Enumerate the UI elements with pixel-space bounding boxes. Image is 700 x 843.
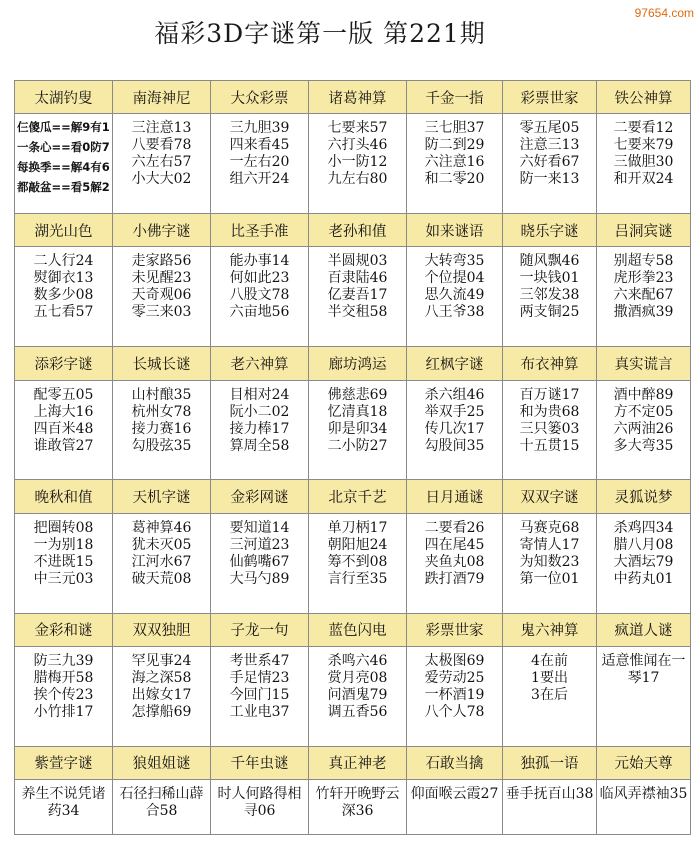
riddle-line: 九左右80 xyxy=(327,171,388,188)
riddle-source-header: 长城长谜 xyxy=(113,347,211,380)
riddle-line: 山村酿35 xyxy=(131,386,192,403)
riddle-line: 三河道23 xyxy=(229,536,290,553)
riddle-line: 三做胆30 xyxy=(613,154,674,171)
riddle-line: 江河水67 xyxy=(131,553,192,570)
riddle-line: 七要来57 xyxy=(327,120,388,137)
riddle-line: 六来配67 xyxy=(613,287,674,304)
riddle-line: 三邻发38 xyxy=(519,287,580,304)
riddle-cell xyxy=(309,114,407,214)
riddle-source-header: 金彩和谜 xyxy=(15,613,113,646)
riddle-line: 配零五05 xyxy=(33,386,94,403)
riddle-line: 筹不到08 xyxy=(327,553,388,570)
riddle-line: 养生不说凭诸药34 xyxy=(21,786,106,820)
riddle-source-header: 千金一指 xyxy=(407,81,503,114)
riddle-line: 杀鸣六46 xyxy=(327,652,388,669)
riddle-source-header: 比圣手准 xyxy=(211,214,309,247)
riddle-line: 四百米48 xyxy=(33,420,94,437)
riddle-line: 二小防27 xyxy=(327,437,388,454)
riddle-line: 勾股弦35 xyxy=(131,437,192,454)
riddle-cell xyxy=(309,380,407,480)
riddle-line: 忆清真18 xyxy=(327,403,388,420)
riddle-row xyxy=(15,513,691,613)
riddle-cell xyxy=(211,247,309,347)
riddle-line: 葛神算46 xyxy=(131,519,192,536)
riddle-line: 二要看12 xyxy=(613,120,674,137)
riddle-line: 数多少08 xyxy=(33,287,94,304)
riddle-line: 竹轩开晚野云深36 xyxy=(315,786,400,820)
riddle-line: 组六开24 xyxy=(229,171,290,188)
riddle-cell xyxy=(407,646,503,746)
riddle-source-header: 老孙和值 xyxy=(309,214,407,247)
riddle-source-header: 独孤一语 xyxy=(503,746,597,779)
riddle-line: 不进既15 xyxy=(33,553,94,570)
riddle-line: 七要来79 xyxy=(613,137,674,154)
riddle-line: 谁敢管27 xyxy=(33,437,94,454)
riddle-line: 思久流49 xyxy=(424,287,485,304)
riddle-cell xyxy=(15,646,113,746)
riddle-line: 零五尾05 xyxy=(519,120,580,137)
riddle-line: 半圆规03 xyxy=(327,253,388,270)
riddle-source-header: 红枫字谜 xyxy=(407,347,503,380)
riddle-line: 赏月亮08 xyxy=(327,669,388,686)
riddle-line: 一杯酒19 xyxy=(424,686,485,703)
riddle-source-header: 诸葛神算 xyxy=(309,81,407,114)
riddle-source-header: 灵狐说梦 xyxy=(597,480,691,513)
riddle-line: 手足情23 xyxy=(229,669,290,686)
riddle-line: 注意三13 xyxy=(519,137,580,154)
riddle-cell xyxy=(15,513,113,613)
riddle-line: 阮小二02 xyxy=(229,403,290,420)
riddle-line: 一块钱01 xyxy=(519,270,580,287)
riddle-line: 和开双24 xyxy=(613,171,674,188)
riddle-line: 方不定05 xyxy=(613,403,674,420)
riddle-line: 防三九39 xyxy=(33,652,94,669)
riddle-cell xyxy=(309,513,407,613)
riddle-line: 仙鹤嘴67 xyxy=(229,553,290,570)
riddle-line: 十五贯15 xyxy=(519,437,580,454)
riddle-line: 小一防12 xyxy=(327,154,388,171)
riddle-line: 接力赛16 xyxy=(131,420,192,437)
riddle-line: 随风飘46 xyxy=(519,253,580,270)
watermark: 97654.com xyxy=(634,6,694,20)
riddle-line: 一条心==看0防7 xyxy=(17,140,110,155)
riddle-line: 卯是卯34 xyxy=(327,420,388,437)
riddle-line: 每换季==解4有6 xyxy=(17,160,110,175)
riddle-source-header: 狼姐姐谜 xyxy=(113,746,211,779)
riddle-source-header: 布衣神算 xyxy=(503,347,597,380)
riddle-source-header: 添彩字谜 xyxy=(15,347,113,380)
riddle-line: 六好看67 xyxy=(519,154,580,171)
riddle-line: 八股文78 xyxy=(229,287,290,304)
riddle-source-header: 石敢当擒 xyxy=(407,746,503,779)
riddle-cell xyxy=(113,513,211,613)
riddle-line: 太极图69 xyxy=(424,652,485,669)
riddle-line: 二要看26 xyxy=(424,519,485,536)
riddle-line: 六打头46 xyxy=(327,137,388,154)
riddle-line: 能办事14 xyxy=(229,253,290,270)
riddle-line: 海之深58 xyxy=(131,669,192,686)
riddle-source-header: 子龙一句 xyxy=(211,613,309,646)
riddle-line: 六左右57 xyxy=(131,154,192,171)
page-title: 福彩3D字谜第一版 第221期 xyxy=(154,19,486,48)
riddle-source-header: 双双字谜 xyxy=(503,480,597,513)
riddle-source-header: 廊坊鸿运 xyxy=(309,347,407,380)
riddle-line: 熨御衣13 xyxy=(33,270,94,287)
riddle-line: 三九胆39 xyxy=(229,120,290,137)
riddle-line: 八要看78 xyxy=(131,137,192,154)
riddle-line: 六两油26 xyxy=(613,420,674,437)
riddle-cell xyxy=(15,380,113,480)
riddle-line: 百万谜17 xyxy=(519,386,580,403)
riddle-line: 腊八月08 xyxy=(613,536,674,553)
riddle-line: 工业电37 xyxy=(229,703,290,720)
riddle-source-header: 老六神算 xyxy=(211,347,309,380)
riddle-line: 六注意16 xyxy=(424,154,485,171)
riddle-line: 中三元03 xyxy=(33,570,94,587)
riddle-line: 一左右20 xyxy=(229,154,290,171)
riddle-source-header: 疯道人谜 xyxy=(597,613,691,646)
riddle-line: 垂手抚百山38 xyxy=(505,786,594,803)
riddle-line: 天奇观06 xyxy=(131,287,192,304)
riddle-cell xyxy=(309,780,407,835)
riddle-line: 杭州女78 xyxy=(131,403,192,420)
riddle-line: 别超专58 xyxy=(613,253,674,270)
riddle-cell xyxy=(113,114,211,214)
riddle-line: 调五香56 xyxy=(327,703,388,720)
riddle-line: 单刀柄17 xyxy=(327,519,388,536)
riddle-line: 上海大16 xyxy=(33,403,94,420)
riddle-source-header: 吕洞宾谜 xyxy=(597,214,691,247)
riddle-line: 适意惟闻在一琴17 xyxy=(601,652,686,686)
header-row xyxy=(15,613,691,646)
riddle-line: 四在尾45 xyxy=(424,536,485,553)
riddle-cell xyxy=(309,646,407,746)
riddle-line: 二人行24 xyxy=(33,253,94,270)
riddle-line: 把圈转08 xyxy=(33,519,94,536)
riddle-line: 勾股间35 xyxy=(424,437,485,454)
riddle-line: 百隶陆46 xyxy=(327,270,388,287)
riddle-table xyxy=(14,80,691,835)
riddle-line: 都敲盆==看5解2 xyxy=(17,180,110,195)
riddle-source-header: 日月通谜 xyxy=(407,480,503,513)
riddle-line: 接力棒17 xyxy=(229,420,290,437)
riddle-line: 言行至35 xyxy=(327,570,388,587)
riddle-line: 三只篓03 xyxy=(519,420,580,437)
riddle-cell xyxy=(15,247,113,347)
riddle-line: 多大弯35 xyxy=(613,437,674,454)
riddle-cell xyxy=(597,513,691,613)
riddle-line: 仨傻瓜==解9有1 xyxy=(17,120,110,135)
riddle-line: 第一位01 xyxy=(519,570,580,587)
riddle-line: 中药丸01 xyxy=(613,570,674,587)
riddle-line: 犹未灭05 xyxy=(131,536,192,553)
riddle-line: 临风弄襟袖35 xyxy=(599,786,688,803)
riddle-line: 亿妻吾17 xyxy=(327,287,388,304)
riddle-line: 零三来03 xyxy=(131,304,192,321)
riddle-cell xyxy=(113,646,211,746)
riddle-row xyxy=(15,114,691,214)
riddle-source-header: 南海神尼 xyxy=(113,81,211,114)
riddle-line: 八王爷38 xyxy=(424,304,485,321)
riddle-line: 朝阳旭24 xyxy=(327,536,388,553)
riddle-line: 小竹排17 xyxy=(33,703,94,720)
riddle-line: 撒酒疯39 xyxy=(613,304,674,321)
riddle-line: 4在前 xyxy=(531,652,568,669)
riddle-line: 六亩地56 xyxy=(229,304,290,321)
riddle-line: 八个人78 xyxy=(424,703,485,720)
riddle-cell xyxy=(113,247,211,347)
riddle-line: 大酒坛79 xyxy=(613,553,674,570)
riddle-cell xyxy=(597,247,691,347)
riddle-line: 问酒鬼79 xyxy=(327,686,388,703)
riddle-line: 一为别18 xyxy=(33,536,94,553)
riddle-line: 大马勺89 xyxy=(229,570,290,587)
riddle-source-header: 小佛字谜 xyxy=(113,214,211,247)
riddle-source-header: 湖光山色 xyxy=(15,214,113,247)
riddle-line: 爱劳动25 xyxy=(424,669,485,686)
riddle-line: 虎形拳23 xyxy=(613,270,674,287)
riddle-line: 考世系47 xyxy=(229,652,290,669)
riddle-line: 1要出 xyxy=(531,669,568,686)
riddle-cell xyxy=(113,380,211,480)
riddle-cell xyxy=(211,646,309,746)
header-row xyxy=(15,480,691,513)
riddle-cell xyxy=(503,247,597,347)
riddle-source-header: 蓝色闪电 xyxy=(309,613,407,646)
riddle-line: 挨个传23 xyxy=(33,686,94,703)
riddle-row xyxy=(15,646,691,746)
riddle-line: 和二零20 xyxy=(424,171,485,188)
riddle-line: 马赛克68 xyxy=(519,519,580,536)
riddle-line: 时人何路得相寻06 xyxy=(217,786,302,820)
riddle-cell xyxy=(113,780,211,835)
riddle-cell xyxy=(407,247,503,347)
riddle-line: 和为贵68 xyxy=(519,403,580,420)
riddle-cell xyxy=(503,780,597,835)
riddle-cell xyxy=(211,513,309,613)
riddle-line: 石径扫稀山薜合58 xyxy=(119,786,204,820)
riddle-line: 传几次17 xyxy=(424,420,485,437)
riddle-cell xyxy=(15,114,113,214)
riddle-source-header: 真实谎言 xyxy=(597,347,691,380)
riddle-line: 三七胆37 xyxy=(424,120,485,137)
riddle-cell xyxy=(407,380,503,480)
riddle-line: 3在后 xyxy=(531,686,568,703)
riddle-line: 杀六组46 xyxy=(424,386,485,403)
riddle-line: 走家路56 xyxy=(131,253,192,270)
riddle-row xyxy=(15,380,691,480)
riddle-line: 半交租58 xyxy=(327,304,388,321)
riddle-line: 未见醒23 xyxy=(131,270,192,287)
riddle-cell xyxy=(597,114,691,214)
riddle-source-header: 彩票世家 xyxy=(503,81,597,114)
riddle-line: 跌打酒79 xyxy=(424,570,485,587)
riddle-line: 大转弯35 xyxy=(424,253,485,270)
riddle-line: 五七看57 xyxy=(33,304,94,321)
riddle-line: 出嫁女17 xyxy=(131,686,192,703)
riddle-source-header: 晓乐字谜 xyxy=(503,214,597,247)
riddle-source-header: 天机字谜 xyxy=(113,480,211,513)
riddle-line: 杀鸡四34 xyxy=(613,519,674,536)
riddle-line: 罕见事24 xyxy=(131,652,192,669)
header-row xyxy=(15,746,691,779)
riddle-line: 何如此23 xyxy=(229,270,290,287)
riddle-cell xyxy=(407,513,503,613)
riddle-source-header: 太湖钓叟 xyxy=(15,81,113,114)
riddle-source-header: 千年虫谜 xyxy=(211,746,309,779)
riddle-source-header: 鬼六神算 xyxy=(503,613,597,646)
riddle-line: 个位提04 xyxy=(424,270,485,287)
riddle-line: 今回门15 xyxy=(229,686,290,703)
riddle-line: 寄情人17 xyxy=(519,536,580,553)
riddle-source-header: 金彩网谜 xyxy=(211,480,309,513)
riddle-line: 佛慈悲69 xyxy=(327,386,388,403)
riddle-cell xyxy=(503,380,597,480)
riddle-row xyxy=(15,780,691,835)
riddle-source-header: 北京千艺 xyxy=(309,480,407,513)
riddle-line: 夹鱼丸08 xyxy=(424,553,485,570)
riddle-cell xyxy=(211,114,309,214)
riddle-cell xyxy=(503,513,597,613)
header-row xyxy=(15,347,691,380)
riddle-line: 为知数23 xyxy=(519,553,580,570)
riddle-cell xyxy=(597,380,691,480)
riddle-cell xyxy=(503,646,597,746)
riddle-line: 酒中醉89 xyxy=(613,386,674,403)
riddle-cell xyxy=(309,247,407,347)
riddle-line: 小大大02 xyxy=(131,171,192,188)
riddle-line: 防二到29 xyxy=(424,137,485,154)
riddle-line: 腊梅开58 xyxy=(33,669,94,686)
riddle-source-header: 晚秋和值 xyxy=(15,480,113,513)
header-row xyxy=(15,214,691,247)
riddle-line: 两支铜25 xyxy=(519,304,580,321)
header-row xyxy=(15,81,691,114)
riddle-source-header: 双双独胆 xyxy=(113,613,211,646)
riddle-source-header: 真正神老 xyxy=(309,746,407,779)
riddle-cell xyxy=(407,114,503,214)
riddle-cell xyxy=(597,780,691,835)
riddle-line: 防一来13 xyxy=(519,171,580,188)
riddle-source-header: 彩票世家 xyxy=(407,613,503,646)
riddle-cell xyxy=(211,380,309,480)
riddle-line: 怎撑船69 xyxy=(131,703,192,720)
riddle-line: 要知道14 xyxy=(229,519,290,536)
riddle-source-header: 紫萱字谜 xyxy=(15,746,113,779)
riddle-line: 目相对24 xyxy=(229,386,290,403)
riddle-cell xyxy=(407,780,503,835)
riddle-cell xyxy=(503,114,597,214)
riddle-source-header: 大众彩票 xyxy=(211,81,309,114)
riddle-line: 算周全58 xyxy=(229,437,290,454)
riddle-cell xyxy=(597,646,691,746)
riddle-line: 举双手25 xyxy=(424,403,485,420)
riddle-line: 三注意13 xyxy=(131,120,192,137)
riddle-line: 仰面喉云霞27 xyxy=(410,786,499,803)
riddle-row xyxy=(15,247,691,347)
riddle-cell xyxy=(15,780,113,835)
riddle-source-header: 如来谜语 xyxy=(407,214,503,247)
riddle-line: 破天荒08 xyxy=(131,570,192,587)
riddle-source-header: 铁公神算 xyxy=(597,81,691,114)
riddle-line: 四来看45 xyxy=(229,137,290,154)
riddle-source-header: 元始天尊 xyxy=(597,746,691,779)
riddle-cell xyxy=(211,780,309,835)
